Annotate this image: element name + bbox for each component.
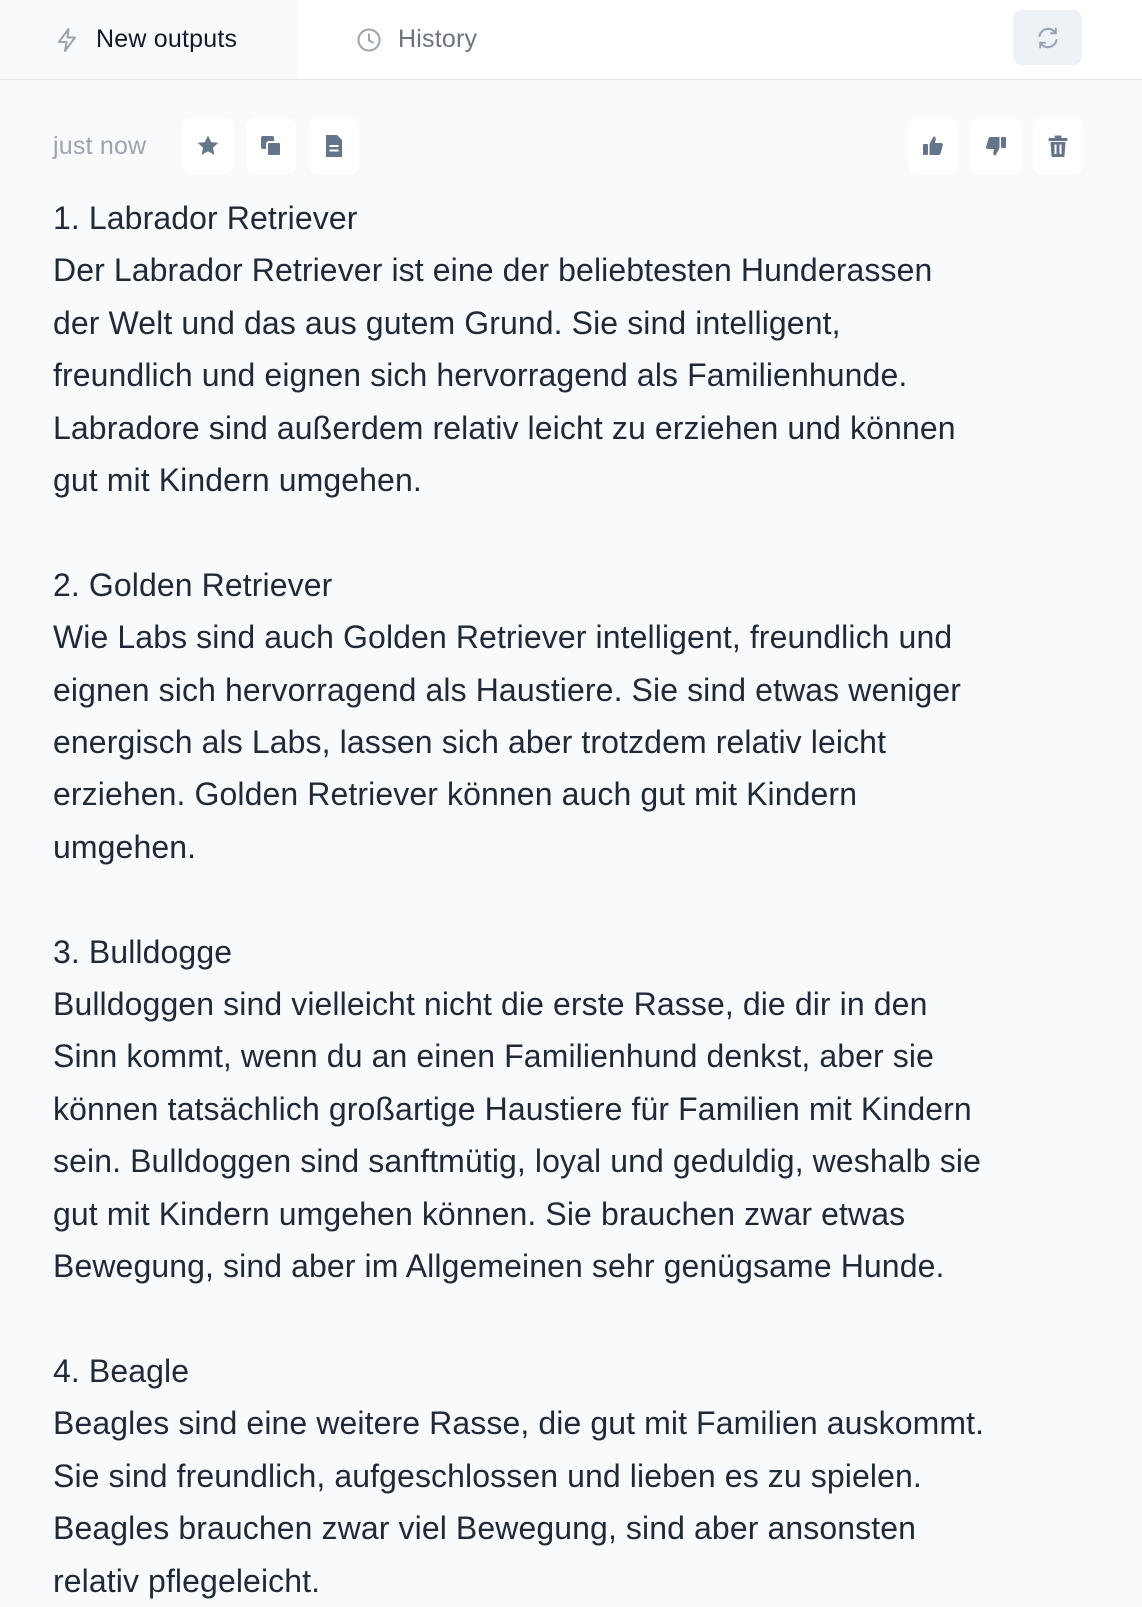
entry-line: sein. Bulldoggen sind sanftmütig, loyal und geduldig, weshalb sie xyxy=(53,1143,981,1180)
copy-button[interactable] xyxy=(246,118,296,174)
refresh-button[interactable] xyxy=(1013,10,1082,65)
output-action-bar xyxy=(0,118,1142,174)
copy-icon xyxy=(258,133,284,159)
list-item xyxy=(53,192,1098,506)
entry-title: 3. Bulldogge xyxy=(53,933,233,970)
entry-title: 4. Beagle xyxy=(53,1352,190,1389)
entry-line: gut mit Kindern umgehen. xyxy=(53,462,422,499)
tab-new-outputs[interactable] xyxy=(0,0,298,79)
clock-icon xyxy=(356,27,382,53)
paragraph-gap xyxy=(53,506,1098,558)
thumbs-down-button[interactable] xyxy=(971,118,1021,174)
paragraph-gap xyxy=(53,873,1098,925)
document-button[interactable] xyxy=(309,118,359,174)
entry-line: Sinn kommt, wenn du an einen Familienhund denkst, aber sie xyxy=(53,1038,934,1075)
entry-line: Sie sind freundlich, aufgeschlossen und lieben es zu spielen. xyxy=(53,1457,922,1494)
tab-history-label: History xyxy=(398,25,478,53)
entry-line: Bewegung, sind aber im Allgemeinen sehr genügsame Hunde. xyxy=(53,1248,945,1285)
output-text xyxy=(53,192,1098,1607)
lightning-bolt-icon xyxy=(54,27,80,53)
entry-line: eignen sich hervorragend als Haustiere. Sie sind etwas weniger xyxy=(53,671,962,708)
paragraph-gap xyxy=(53,1293,1098,1345)
trash-icon xyxy=(1045,133,1071,159)
entry-title: 1. Labrador Retriever xyxy=(53,200,358,236)
entry-line: energisch als Labs, lassen sich aber trotzdem relativ leicht xyxy=(53,724,887,761)
entry-title: 2. Golden Retriever xyxy=(53,566,333,603)
top-tab-bar xyxy=(0,0,1142,80)
thumbs-up-icon xyxy=(920,133,946,159)
refresh-icon xyxy=(1035,25,1061,51)
list-item xyxy=(53,559,1098,873)
thumbs-down-icon xyxy=(983,133,1009,159)
favorite-button[interactable] xyxy=(183,118,233,174)
entry-line: gut mit Kindern umgehen können. Sie brauchen zwar etwas xyxy=(53,1195,906,1232)
delete-button[interactable] xyxy=(1033,118,1083,174)
entry-line: Bulldoggen sind vielleicht nicht die erste Rasse, die dir in den xyxy=(53,986,928,1023)
entry-line: Labradore sind außerdem relativ leicht zu erziehen und können xyxy=(53,409,956,446)
entry-line: Wie Labs sind auch Golden Retriever intelligent, freundlich und xyxy=(53,619,953,656)
thumbs-up-button[interactable] xyxy=(908,118,958,174)
entry-line: der Welt und das aus gutem Grund. Sie sind intelligent, xyxy=(53,304,841,341)
entry-line: erziehen. Golden Retriever können auch gut mit Kindern xyxy=(53,776,858,813)
entry-line: umgehen. xyxy=(53,828,197,865)
entry-line: Beagles brauchen zwar viel Bewegung, sind aber ansonsten xyxy=(53,1510,917,1547)
entry-line: freundlich und eignen sich hervorragend als Familienhunde. xyxy=(53,357,908,394)
star-icon xyxy=(195,133,221,159)
list-item xyxy=(53,1345,1098,1607)
entry-line: Beagles sind eine weitere Rasse, die gut mit Familien auskommt. xyxy=(53,1405,985,1442)
entry-line: relativ pflegeleicht. xyxy=(53,1562,321,1599)
entry-line: Der Labrador Retriever ist eine der beliebtesten Hunderassen xyxy=(53,252,933,289)
tab-new-outputs-label: New outputs xyxy=(96,25,238,53)
tab-history[interactable] xyxy=(298,0,638,79)
list-item xyxy=(53,926,1098,1293)
entry-line: können tatsächlich großartige Haustiere für Familien mit Kindern xyxy=(53,1090,972,1127)
output-timestamp: just now xyxy=(53,132,147,160)
document-icon xyxy=(321,132,347,160)
